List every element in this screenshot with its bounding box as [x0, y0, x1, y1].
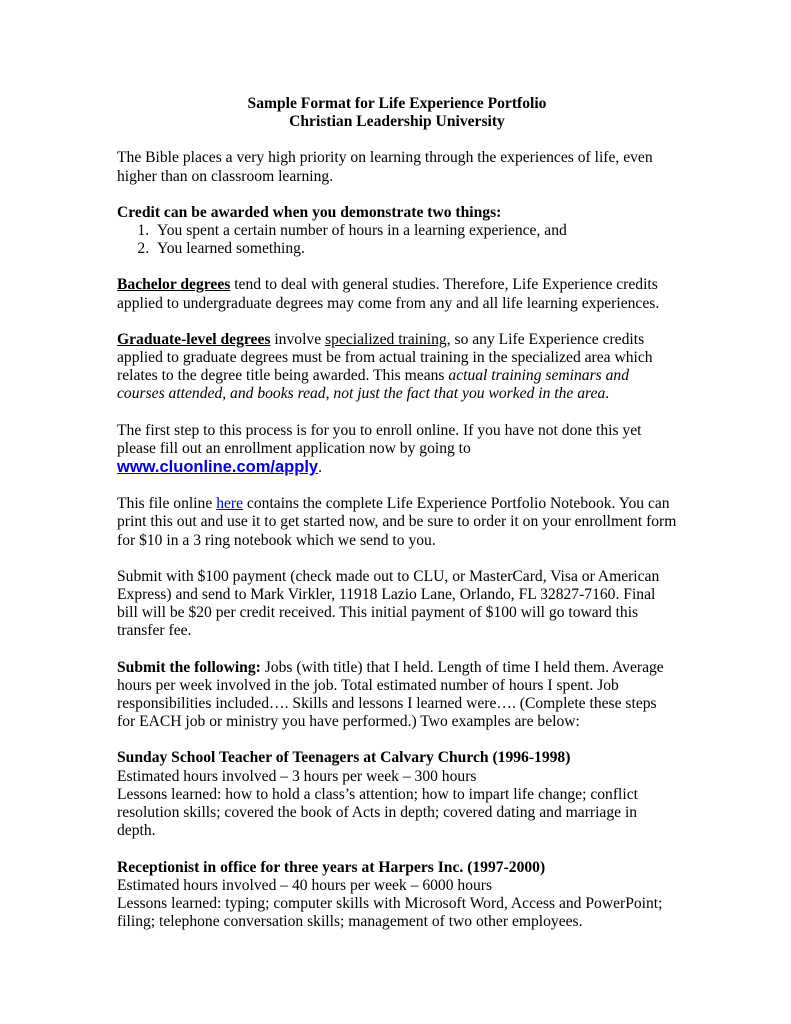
- file-text-1: This file online: [117, 495, 217, 513]
- here-link[interactable]: here: [216, 495, 244, 513]
- enroll-text: The first step to this process is for you to enroll online. If you have not done this yet please fill out an enrollment application now by going to: [117, 421, 642, 457]
- credit-list: [117, 222, 677, 258]
- example-2-title: Receptionist in office for three years at Harpers Inc. (1997-2000): [117, 858, 546, 876]
- example-1-hours: Estimated hours involved – 3 hours per week – 300 hours: [117, 767, 477, 785]
- graduate-text-3: .: [605, 385, 610, 403]
- enroll-end: .: [318, 459, 322, 477]
- payment-paragraph: Submit with $100 payment (check made out to CLU, or MasterCard, Visa or American Express) and send to Mark Virkler, 11918 Lazio Lane, Orlando, FL 32827-7160. Final bill will be $20 per credit received. This initial payment of $100 will go toward this transfer fee.: [117, 567, 660, 640]
- document-page: [117, 95, 677, 931]
- bachelor-text: tend to deal with general studies. Therefore, Life Experience credits applied to undergraduate degrees may come from any and all life learning experiences.: [117, 276, 660, 312]
- document-subtitle: Christian Leadership University: [289, 113, 505, 131]
- submit-label: Submit the following:: [117, 658, 261, 676]
- document-title: Sample Format for Life Experience Portfolio: [247, 95, 547, 112]
- enroll-link[interactable]: www.cluonline.com/apply: [117, 458, 319, 477]
- example-2-hours: Estimated hours involved – 40 hours per week – 6000 hours: [117, 876, 493, 894]
- credit-item-2: 2. You learned something.: [153, 240, 677, 258]
- graduate-paragraph: [117, 331, 677, 404]
- credit-heading: Credit can be awarded when you demonstrate two things:: [117, 203, 502, 221]
- graduate-text-2: , so any Life Experience credits applied to graduate degrees must be from actual training in the specialized area which relates to the degree title being awarded. This means: [117, 330, 653, 385]
- specialized-training: specialized training: [325, 330, 447, 348]
- graduate-text-1: involve: [270, 330, 326, 348]
- example-2-lessons: Lessons learned: typing; computer skills with Microsoft Word, Access and PowerPoint; filing; telephone conversation skills; management of two other employees.: [117, 894, 663, 931]
- intro-paragraph: The Bible places a very high priority on learning through the experiences of life, even higher than on classroom learning.: [117, 149, 653, 185]
- submit-text: Jobs (with title) that I held. Length of time I held them. Average hours per week involved in the job. Total estimated number of hours I spent. Job responsibilities included…. Skills and lessons I learned were…. (Complete these steps for EACH job or ministry you have performed.) Two examples are below:: [117, 658, 664, 731]
- credit-item-1: 1. You spent a certain number of hours in a learning experience, and: [153, 222, 677, 240]
- graduate-term: Graduate-level degrees: [117, 330, 271, 348]
- submit-paragraph: [117, 659, 677, 732]
- bachelor-paragraph: [117, 276, 677, 312]
- graduate-italic: actual training seminars and courses attended, and books read, not just the fact that you worked in the area: [117, 367, 630, 403]
- example-1-title: Sunday School Teacher of Teenagers at Calvary Church (1996-1998): [117, 749, 571, 767]
- file-text-2: contains the complete Life Experience Portfolio Notebook. You can print this out and use it to get started now, and be sure to order it on your enrollment form for $10 in a 3 ring notebook which we send to you.: [117, 495, 677, 549]
- enroll-paragraph: [117, 422, 677, 478]
- example-1-lessons: Lessons learned: how to hold a class’s attention; how to impart life change; conflict resolution skills; covered the book of Acts in depth; covered dating and marriage in depth.: [117, 785, 638, 840]
- bachelor-term: Bachelor degrees: [117, 276, 231, 294]
- file-paragraph: [117, 495, 677, 550]
